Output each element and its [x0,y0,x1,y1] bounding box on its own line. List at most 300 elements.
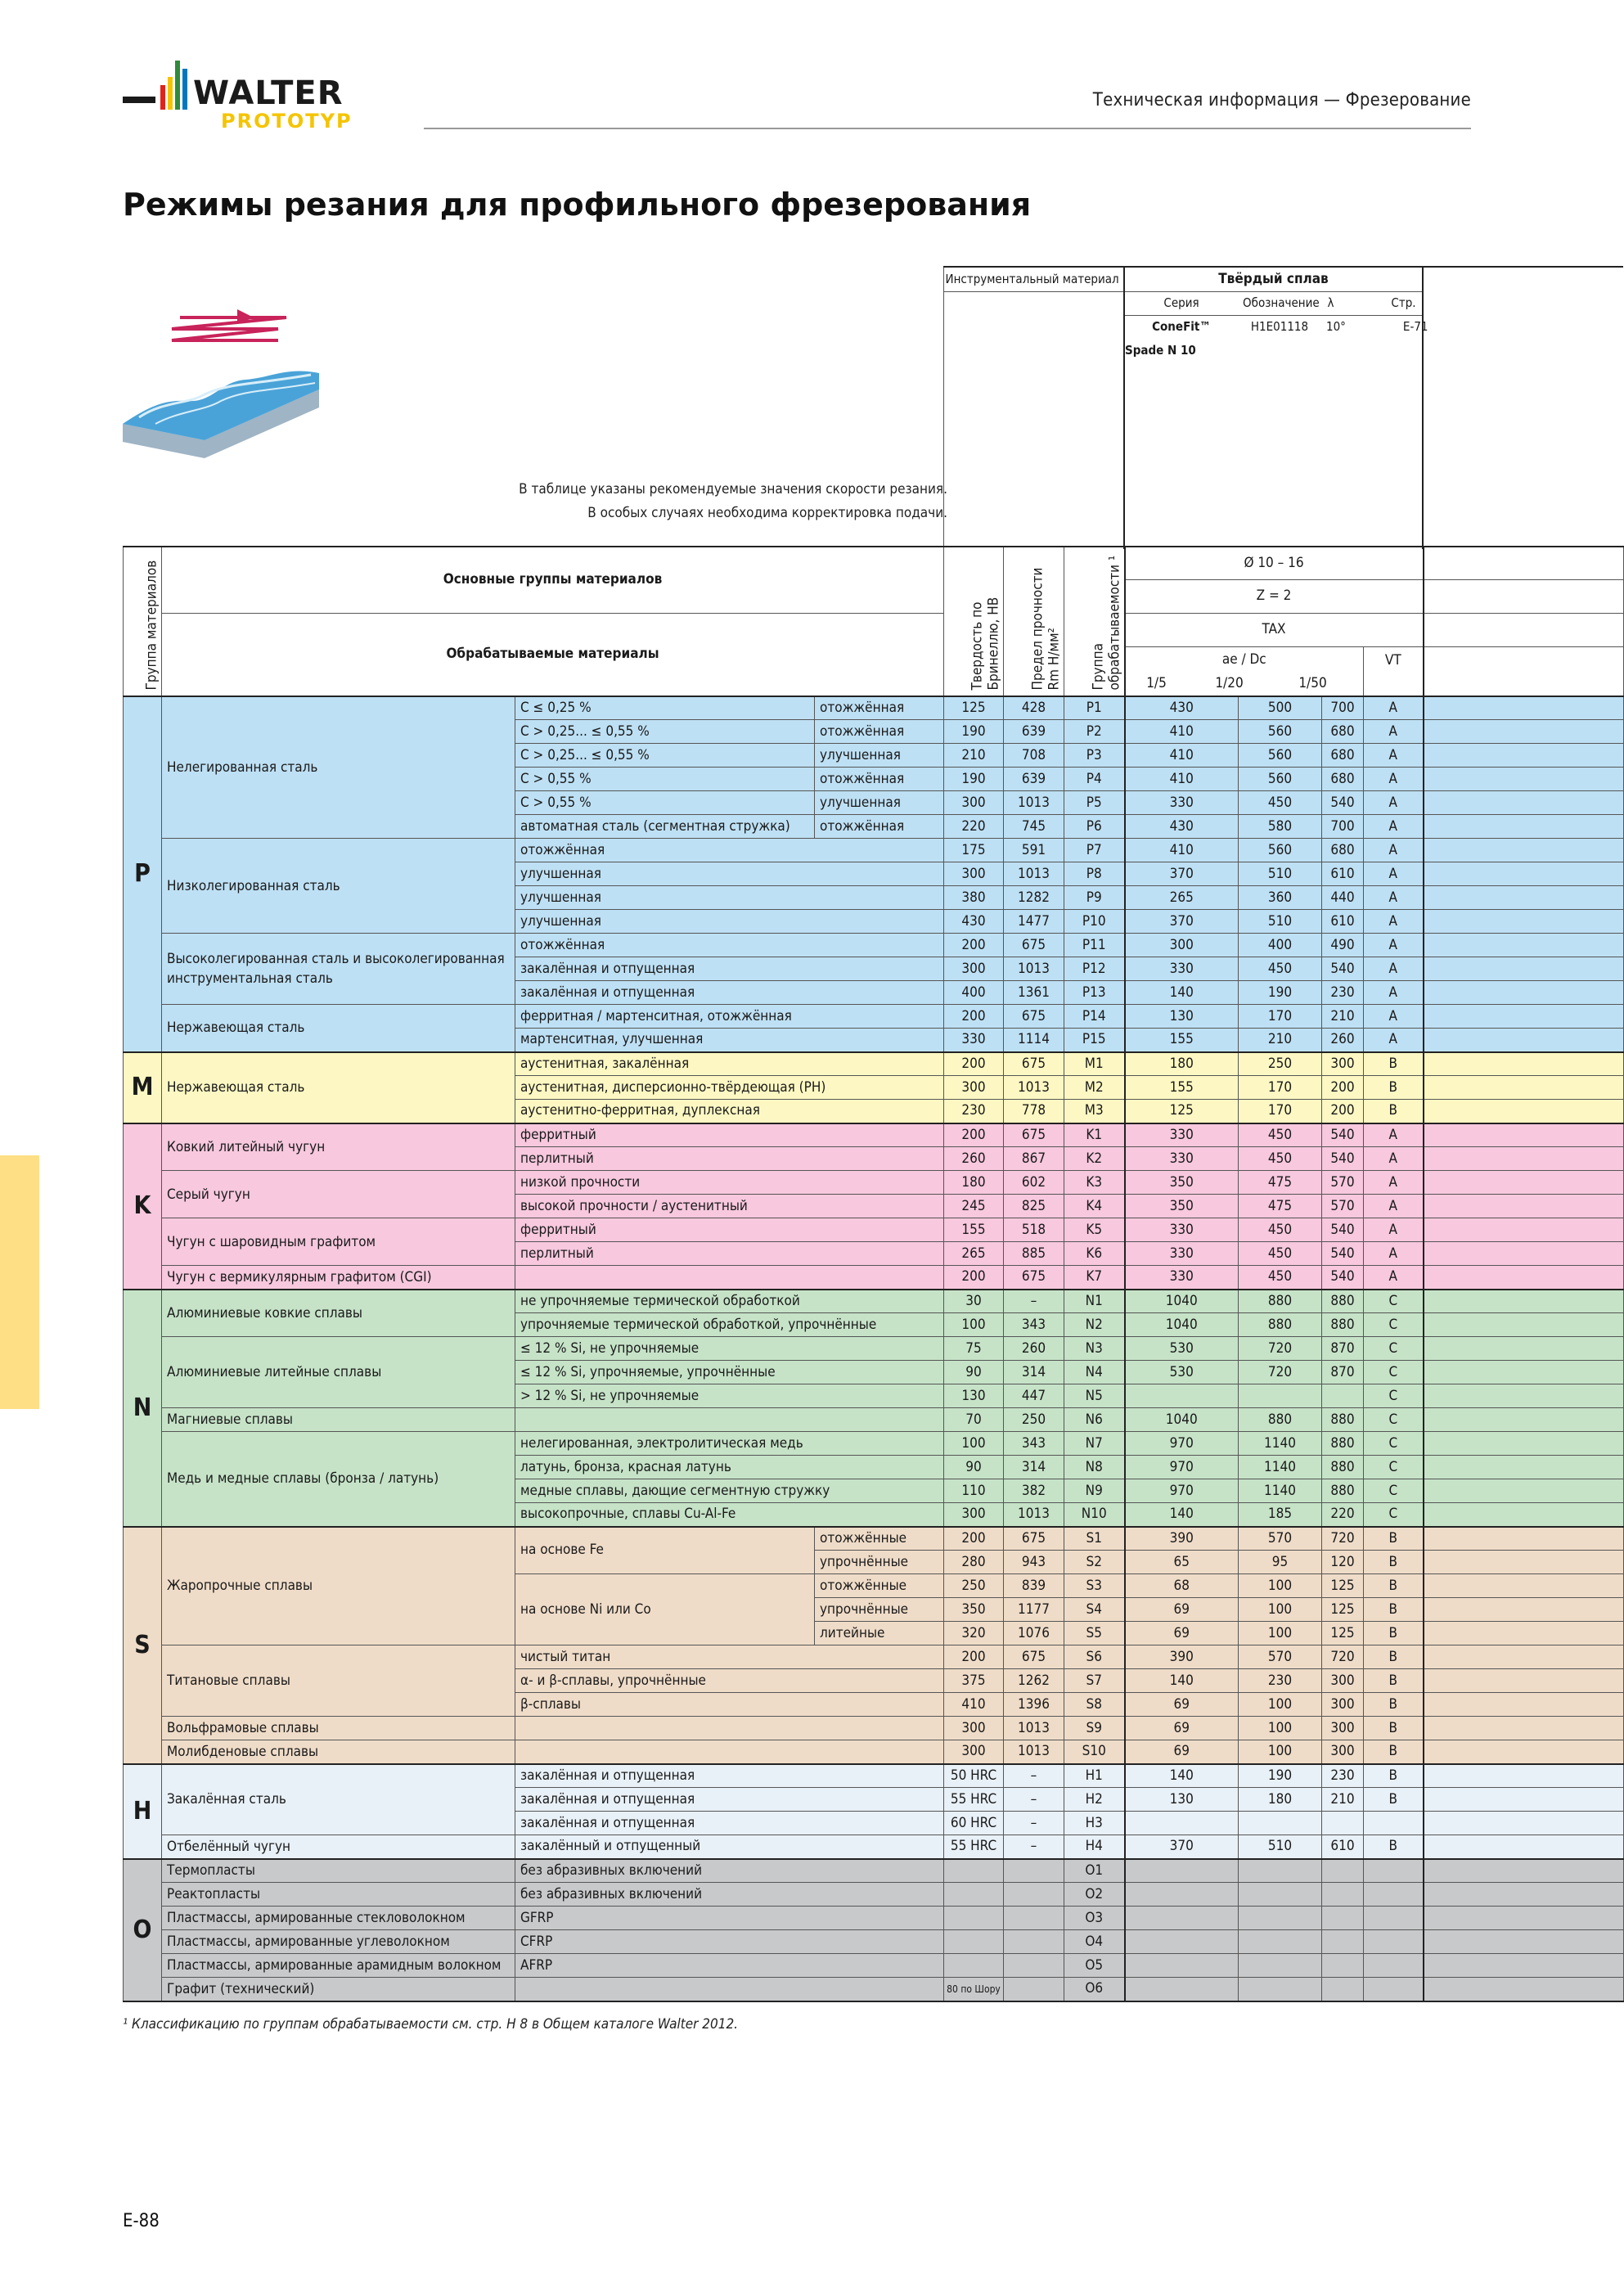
machinability-group: O6 [1064,1978,1125,2001]
speed-1-20: 170 [1239,1005,1322,1029]
material-subgroup: C > 0,25... ≤ 0,55 % [515,720,815,744]
speed-1-5: 330 [1125,791,1239,815]
empty-column [1424,1693,1624,1717]
speed-1-50 [1322,1978,1364,2001]
machinability-group: K5 [1064,1218,1125,1242]
table-row [124,1907,1624,1930]
material-group-letter: S [124,1527,162,1764]
speed-1-20 [1239,1907,1322,1930]
main-material-group: Магниевые сплавы [162,1408,515,1432]
tensile-value: 1013 [1004,1076,1064,1100]
table-row [124,1171,1624,1195]
main-material-group: Нержавеющая сталь [162,1052,515,1123]
speed-1-5: 69 [1125,1622,1239,1645]
vt-value [1364,1954,1424,1978]
machinability-group: P13 [1064,981,1125,1005]
speed-1-5: 140 [1125,1764,1239,1788]
hardness-value: 30 [944,1290,1004,1313]
main-material-group: Пластмассы, армированные углеволокном [162,1930,515,1954]
machinability-group: P9 [1064,886,1125,910]
speed-1-20: 720 [1239,1337,1322,1361]
speed-1-50: 700 [1322,815,1364,839]
vt-value: A [1364,910,1424,934]
empty-column [1424,981,1624,1005]
speed-1-20: 880 [1239,1408,1322,1432]
machinability-group: S4 [1064,1598,1125,1622]
main-material-group: Нержавеющая сталь [162,1005,515,1052]
tensile-value: 591 [1004,839,1064,862]
speed-1-50: 125 [1322,1574,1364,1598]
tensile-value: 839 [1004,1574,1064,1598]
note-line-1: В таблице указаны рекомендуемые значения скорости резания. [519,481,947,497]
empty-column [1424,1076,1624,1100]
material-group-letter: H [124,1764,162,1859]
tensile-value: 1076 [1004,1622,1064,1645]
main-material-group: Жаропрочные сплавы [162,1527,515,1645]
speed-1-20: 1140 [1239,1479,1322,1503]
empty-column [1424,1527,1624,1551]
col-lambda: λ [1327,295,1334,310]
speed-1-50: 230 [1322,1764,1364,1788]
tool-material-header [123,266,1623,549]
speed-1-20: 475 [1239,1195,1322,1218]
hardness-value: 430 [944,910,1004,934]
tensile-value [1004,1859,1064,1883]
table-row [124,934,1624,957]
vt-value: A [1364,1266,1424,1290]
table-row [124,1859,1624,1883]
empty-column [1424,1005,1624,1029]
speed-1-5: 370 [1125,1835,1239,1859]
material-subgroup: закалённая и отпущенная [515,957,944,981]
machinability-group: K2 [1064,1147,1125,1171]
speed-1-20: 450 [1239,1242,1322,1266]
speed-1-5: 130 [1125,1788,1239,1812]
hardness-value: 250 [944,1574,1004,1598]
material-subgroup: высокой прочности / аустенитный [515,1195,944,1218]
speed-1-20 [1239,1859,1322,1883]
vt-value: B [1364,1100,1424,1123]
hardness-value: 300 [944,1076,1004,1100]
machinability-group: O4 [1064,1930,1125,1954]
empty-column [1424,1812,1624,1835]
machinability-group: O5 [1064,1954,1125,1978]
speed-1-20: 580 [1239,815,1322,839]
machinability-group: N7 [1064,1432,1125,1456]
machinability-group: N5 [1064,1384,1125,1408]
speed-1-20: 210 [1239,1029,1322,1052]
empty-column [1424,1622,1624,1645]
empty-column [1424,1337,1624,1361]
designation-value: H1E01118 [1250,319,1309,335]
machinability-header: Группа обрабатываемости ¹ [1064,547,1125,696]
material-subgroup: ферритный [515,1123,944,1147]
material-subgroup: AFRP [515,1954,944,1978]
tensile-value: – [1004,1764,1064,1788]
tensile-value: 1013 [1004,1503,1064,1527]
speed-1-50: 540 [1322,1123,1364,1147]
material-subgroup: на основе Fe [515,1527,815,1574]
speed-1-20: 510 [1239,910,1322,934]
vt-value [1364,1978,1424,2001]
empty-column [1424,791,1624,815]
speed-1-50: 540 [1322,957,1364,981]
speed-1-5: 68 [1125,1574,1239,1598]
material-subgroup [515,1740,944,1764]
hardness-value: 70 [944,1408,1004,1432]
speed-1-20: 475 [1239,1171,1322,1195]
material-subgroup: C > 0,25... ≤ 0,55 % [515,744,815,768]
machinability-group: S5 [1064,1622,1125,1645]
speed-1-50: 680 [1322,768,1364,791]
vt-value: A [1364,957,1424,981]
tensile-value: 314 [1004,1456,1064,1479]
machinability-group: K7 [1064,1266,1125,1290]
machinability-group: H2 [1064,1788,1125,1812]
speed-1-5: 530 [1125,1337,1239,1361]
speed-1-20: 450 [1239,1147,1322,1171]
tensile-value [1004,1907,1064,1930]
table-row [124,1123,1624,1147]
material-condition: отожжённая [815,768,944,791]
main-material-group: Отбелённый чугун [162,1835,515,1859]
empty-column [1424,1930,1624,1954]
vt-value: B [1364,1764,1424,1788]
material-group-letter: N [124,1290,162,1527]
vt-value [1364,1883,1424,1907]
vt-value [1364,1907,1424,1930]
material-subgroup: ферритный [515,1218,944,1242]
machinability-group: P5 [1064,791,1125,815]
speed-1-50: 680 [1322,720,1364,744]
speed-1-5: 430 [1125,815,1239,839]
speed-1-5: 330 [1125,1242,1239,1266]
speed-1-20 [1239,1930,1322,1954]
material-subgroup: без абразивных включений [515,1859,944,1883]
tensile-value: 675 [1004,1266,1064,1290]
material-subgroup: аустенитно-ферритная, дуплексная [515,1100,944,1123]
speed-1-20: 450 [1239,1123,1322,1147]
speed-1-5: 410 [1125,839,1239,862]
vt-value: A [1364,744,1424,768]
material-group-letter: M [124,1052,162,1123]
machinability-group: P4 [1064,768,1125,791]
material-subgroup: α- и β-сплавы, упрочнённые [515,1669,944,1693]
speed-1-5: 330 [1125,1266,1239,1290]
tensile-value: 343 [1004,1432,1064,1456]
hardness-value: 200 [944,1266,1004,1290]
tensile-value: 1177 [1004,1598,1064,1622]
material-subgroup: улучшенная [515,862,944,886]
speed-1-20: 100 [1239,1574,1322,1598]
speed-1-50: 720 [1322,1527,1364,1551]
table-row [124,1645,1624,1669]
hardness-value: 300 [944,1717,1004,1740]
vt-value: B [1364,1835,1424,1859]
speed-1-5: 330 [1125,957,1239,981]
tensile-value: 428 [1004,696,1064,720]
main-material-group: Алюминиевые ковкие сплавы [162,1290,515,1337]
vt-value: B [1364,1076,1424,1100]
table-row [124,696,1624,720]
machinability-group: K3 [1064,1171,1125,1195]
empty-column [1424,1384,1624,1408]
speed-1-20: 450 [1239,957,1322,981]
hardness-value: 125 [944,696,1004,720]
vt-value: C [1364,1290,1424,1313]
speed-1-50: 125 [1322,1598,1364,1622]
hardness-value: 200 [944,1645,1004,1669]
speed-1-5: 1040 [1125,1290,1239,1313]
walter-prototyp-logo [123,57,401,133]
vt-value: B [1364,1622,1424,1645]
material-subgroup: ≤ 12 % Si, упрочняемые, упрочнённые [515,1361,944,1384]
machinability-group: N10 [1064,1503,1125,1527]
table-row [124,1954,1624,1978]
hardness-value: 410 [944,1693,1004,1717]
vt-value: C [1364,1479,1424,1503]
machinability-group: P8 [1064,862,1125,886]
empty-column [1424,768,1624,791]
speed-1-20: 185 [1239,1503,1322,1527]
empty-column [1424,1598,1624,1622]
machinability-group: S3 [1064,1574,1125,1598]
speed-1-20: 560 [1239,720,1322,744]
speed-1-5: 69 [1125,1693,1239,1717]
speed-1-20: 100 [1239,1693,1322,1717]
speed-1-50: 700 [1322,696,1364,720]
hardness-value: 100 [944,1313,1004,1337]
main-material-group: Ковкий литейный чугун [162,1123,515,1171]
speed-1-50: 210 [1322,1788,1364,1812]
machinability-group: H4 [1064,1835,1125,1859]
material-condition: отожжённая [815,696,944,720]
speed-1-5: 330 [1125,1218,1239,1242]
empty-column [1424,1408,1624,1432]
machinability-group: M1 [1064,1052,1125,1076]
hardness-value: 200 [944,1005,1004,1029]
material-subgroup: нелегированная, электролитическая медь [515,1432,944,1456]
empty-column [1424,1456,1624,1479]
speed-1-5: 350 [1125,1171,1239,1195]
material-subgroup: низкой прочности [515,1171,944,1195]
svg-text:PROTOTYP: PROTOTYP [221,110,353,133]
tensile-value: 675 [1004,1645,1064,1669]
series-conefit: ConeFit™ [1124,315,1238,339]
empty-column [1424,1883,1624,1907]
main-material-group: Медь и медные сплавы (бронза / латунь) [162,1432,515,1527]
material-subgroup: перлитный [515,1147,944,1171]
tensile-value: 314 [1004,1361,1064,1384]
vt-value: A [1364,1242,1424,1266]
tensile-value: 1013 [1004,791,1064,815]
table-row [124,1527,1624,1551]
empty-column [1424,910,1624,934]
speed-1-20: 95 [1239,1551,1322,1574]
material-subgroup: не упрочняемые термической обработкой [515,1290,944,1313]
speed-1-5: 390 [1125,1527,1239,1551]
speed-1-5 [1125,1384,1239,1408]
material-subgroup: закалённая и отпущенная [515,981,944,1005]
machinability-group: S10 [1064,1740,1125,1764]
speed-1-5: 410 [1125,744,1239,768]
note-line-2: В особых случаях необходима корректировка подачи. [587,505,947,521]
tensile-value: 867 [1004,1147,1064,1171]
main-material-group: Термопласты [162,1859,515,1883]
vt-value: C [1364,1337,1424,1361]
material-subgroup [515,1978,944,2001]
chapter-side-tab [0,1155,39,1409]
main-material-group: Реактопласты [162,1883,515,1907]
main-material-group: Графит (технический) [162,1978,515,2001]
speed-1-50: 570 [1322,1171,1364,1195]
empty-column [1424,1195,1624,1218]
speed-1-50: 220 [1322,1503,1364,1527]
table-row [124,1218,1624,1242]
material-subgroup: CFRP [515,1930,944,1954]
speed-1-20: 450 [1239,791,1322,815]
hardness-value: 220 [944,815,1004,839]
main-groups-header: Основные группы материалов [162,547,944,613]
speed-1-5 [1125,1930,1239,1954]
tensile-value [1004,1883,1064,1907]
main-material-group: Чугун с шаровидным графитом [162,1218,515,1266]
empty-column [1424,815,1624,839]
empty-column [1424,1242,1624,1266]
hardness-value: 300 [944,1503,1004,1527]
tensile-value: 602 [1004,1171,1064,1195]
material-condition: литейные [815,1622,944,1645]
diameter-header: Ø 10 – 16 [1125,547,1424,579]
material-subgroup: закалённый и отпущенный [515,1835,944,1859]
machinability-group: M3 [1064,1100,1125,1123]
empty-column [1424,1290,1624,1313]
series-spade: Spade N 10 [1124,339,1423,362]
main-material-group: Молибденовые сплавы [162,1740,515,1764]
tensile-value: – [1004,1812,1064,1835]
speed-1-5: 370 [1125,910,1239,934]
tensile-value: 1114 [1004,1029,1064,1052]
speed-1-50: 540 [1322,1218,1364,1242]
empty-column [1424,1029,1624,1052]
hardness-value: 330 [944,1029,1004,1052]
hardness-value: 190 [944,768,1004,791]
lambda-value: 10° [1326,319,1346,335]
machinability-group: O3 [1064,1907,1125,1930]
material-subgroup: β-сплавы [515,1693,944,1717]
tensile-value [1004,1954,1064,1978]
col-page: Стр. [1391,295,1416,310]
speed-1-50: 125 [1322,1622,1364,1645]
material-subgroup: автоматная сталь (сегментная стружка) [515,815,815,839]
material-subgroup: C ≤ 0,25 % [515,696,815,720]
empty-column [1424,1859,1624,1883]
speed-1-5: 390 [1125,1645,1239,1669]
material-subgroup [515,1717,944,1740]
empty-column [1424,1100,1624,1123]
tensile-value: 1013 [1004,957,1064,981]
table-row [124,1883,1624,1907]
speed-1-50: 200 [1322,1100,1364,1123]
tensile-value: 1262 [1004,1669,1064,1693]
machinability-group: P12 [1064,957,1125,981]
machinability-group: P15 [1064,1029,1125,1052]
speed-1-50 [1322,1812,1364,1835]
vt-value [1364,1812,1424,1835]
empty-column [1424,839,1624,862]
speed-1-50: 300 [1322,1693,1364,1717]
header-divider [424,128,1471,129]
speed-1-50: 680 [1322,744,1364,768]
machinability-group: P7 [1064,839,1125,862]
tensile-value: 885 [1004,1242,1064,1266]
speed-1-50: 540 [1322,1242,1364,1266]
main-material-group: Титановые сплавы [162,1645,515,1717]
main-material-group: Закалённая сталь [162,1764,515,1835]
speed-1-5: 69 [1125,1740,1239,1764]
vt-value: B [1364,1598,1424,1622]
vt-value: C [1364,1408,1424,1432]
speed-1-5: 180 [1125,1052,1239,1076]
material-subgroup: чистый титан [515,1645,944,1669]
speed-1-5: 410 [1125,768,1239,791]
empty-column [1424,862,1624,886]
hardness-value: 155 [944,1218,1004,1242]
main-material-group: Вольфрамовые сплавы [162,1717,515,1740]
speed-1-50: 540 [1322,1266,1364,1290]
vt-value: B [1364,1052,1424,1076]
hardness-value: 380 [944,886,1004,910]
vt-value: B [1364,1788,1424,1812]
hardness-value: 175 [944,839,1004,862]
materials-header: Обрабатываемые материалы [162,613,944,696]
hardness-value: 90 [944,1361,1004,1384]
material-condition: отожжённые [815,1527,944,1551]
vt-value: A [1364,1147,1424,1171]
tensile-value [1004,1930,1064,1954]
main-material-group: Низколегированная сталь [162,839,515,934]
table-row [124,1978,1624,2001]
material-condition: отожжённая [815,815,944,839]
empty-column [1424,1717,1624,1740]
main-material-group: Высоколегированная сталь и высоколегированная инструментальная сталь [162,934,515,1005]
material-subgroup: аустенитная, дисперсионно-твёрдеющая (PH) [515,1076,944,1100]
machinability-group: P11 [1064,934,1125,957]
page-title: Режимы резания для профильного фрезерования [123,187,1032,223]
machinability-group: P10 [1064,910,1125,934]
hardness-value: 55 HRC [944,1788,1004,1812]
speed-1-20: 180 [1239,1788,1322,1812]
empty-column [1424,1907,1624,1930]
speed-1-20: 190 [1239,981,1322,1005]
speed-1-50: 880 [1322,1432,1364,1456]
material-condition: улучшенная [815,744,944,768]
footnote: ¹ Классификацию по группам обрабатываемости см. стр. Н 8 в Общем каталоге Walter 2012. [123,2016,739,2033]
vt-value: C [1364,1432,1424,1456]
speed-1-20: 450 [1239,1266,1322,1290]
empty-column [1424,720,1624,744]
vt-value: C [1364,1456,1424,1479]
material-subgroup [515,1408,944,1432]
machinability-group: P14 [1064,1005,1125,1029]
machinability-group: S2 [1064,1551,1125,1574]
tensile-value: 745 [1004,815,1064,839]
material-subgroup: медные сплавы, дающие сегментную стружку [515,1479,944,1503]
speed-1-50: 300 [1322,1052,1364,1076]
machinability-group: P2 [1064,720,1125,744]
tensile-value: 1396 [1004,1693,1064,1717]
speed-1-50 [1322,1954,1364,1978]
